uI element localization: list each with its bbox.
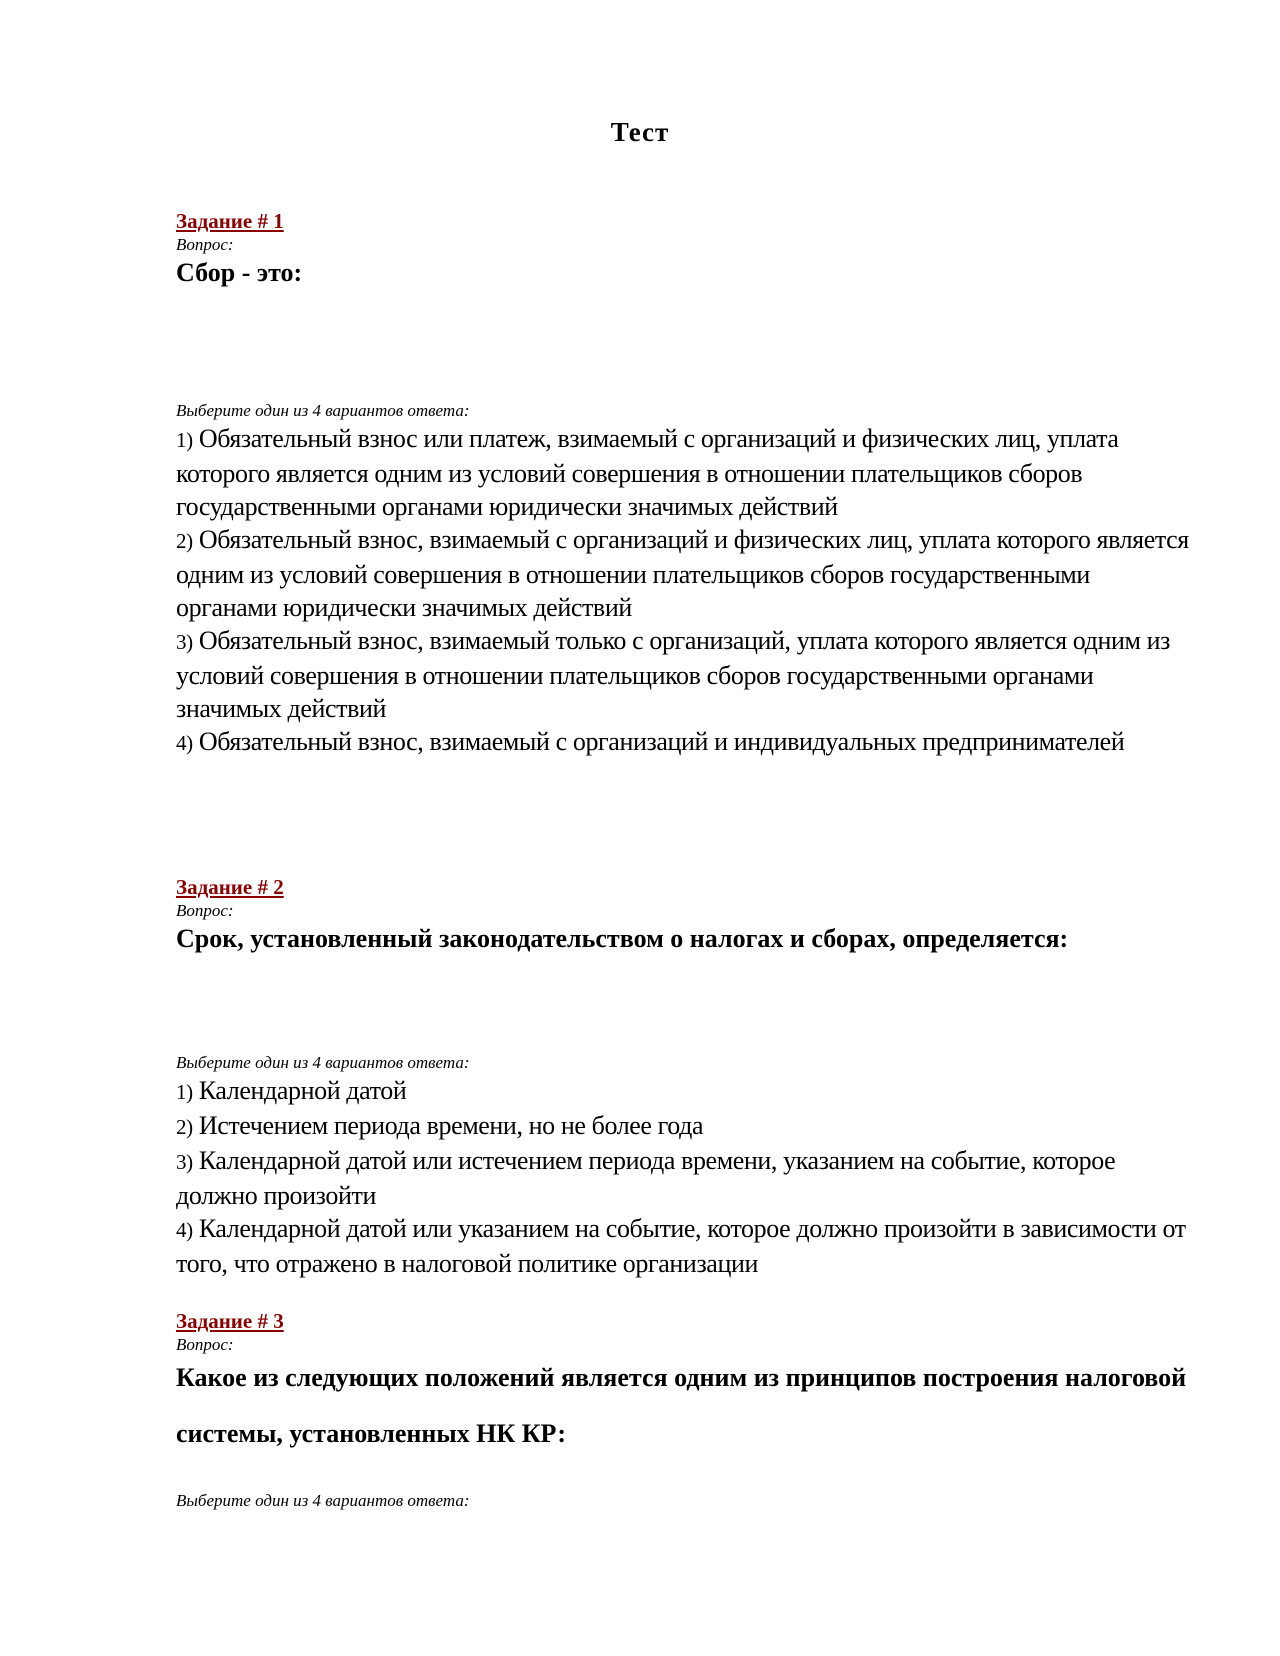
task-3 bbox=[176, 1308, 1196, 1512]
answer-number: 2) bbox=[176, 529, 193, 553]
answer-text: Календарной датой или истечением периода времени, указанием на событие, которое должно произойти bbox=[176, 1146, 1116, 1210]
answer-number: 3) bbox=[176, 1150, 193, 1174]
task-heading: Задание # 1 bbox=[176, 209, 284, 233]
answer-option-3 bbox=[176, 1144, 1196, 1212]
answer-option-1 bbox=[176, 422, 1196, 523]
answer-text: Обязательный взнос, взимаемый с организаций и индивидуальных предпринимателей bbox=[198, 727, 1125, 756]
answer-text: Календарной датой или указанием на событие, которое должно произойти в зависимости от того, что отражено в налоговой политике организации bbox=[176, 1214, 1186, 1278]
question-text: Какое из следующих положений является одним из принципов построения налоговой системы, установленных НК КР: bbox=[176, 1363, 1187, 1448]
question-text: Срок, установленный законодательством о налогах и сборах, определяется: bbox=[176, 924, 1069, 953]
answer-number: 4) bbox=[176, 731, 193, 755]
answer-text: Обязательный взнос, взимаемый только с организаций, уплата которого является одним из условий совершения в отношении плательщиков сборов государственными органами значимых действий bbox=[176, 626, 1171, 723]
answer-number: 1) bbox=[176, 1080, 193, 1104]
answer-number: 2) bbox=[176, 1115, 193, 1139]
answer-option-2 bbox=[176, 1109, 1196, 1144]
choose-label: Выберите один из 4 вариантов ответа: bbox=[176, 1053, 470, 1072]
answer-number: 3) bbox=[176, 630, 193, 654]
task-heading: Задание # 2 bbox=[176, 875, 284, 899]
answer-option-1 bbox=[176, 1074, 1196, 1109]
question-label: Вопрос: bbox=[176, 901, 234, 920]
answer-option-4 bbox=[176, 1212, 1196, 1280]
page-title: Тест bbox=[610, 117, 670, 147]
task-1 bbox=[176, 208, 1196, 760]
question-label: Вопрос: bbox=[176, 1335, 234, 1354]
answer-list bbox=[176, 422, 1196, 760]
answer-option-4 bbox=[176, 725, 1196, 760]
task-heading: Задание # 3 bbox=[176, 1309, 284, 1333]
answer-text: Календарной датой bbox=[198, 1076, 407, 1105]
answer-text: Обязательный взнос, взимаемый с организаций и физических лиц, уплата которого является одним из условий совершения в отношении плательщиков сборов государственными органами юридически значимых действий bbox=[176, 525, 1189, 622]
answer-text: Истечением периода времени, но не более года bbox=[198, 1111, 704, 1140]
answer-number: 1) bbox=[176, 428, 193, 452]
answer-option-3 bbox=[176, 624, 1196, 725]
answer-option-2 bbox=[176, 523, 1196, 624]
question-label: Вопрос: bbox=[176, 235, 234, 254]
answer-text: Обязательный взнос или платеж, взимаемый с организаций и физических лиц, уплата которого является одним из условий совершения в отношении плательщиков сборов государственными органами юридически значимых действий bbox=[176, 424, 1119, 521]
task-2 bbox=[176, 874, 1196, 1280]
choose-label: Выберите один из 4 вариантов ответа: bbox=[176, 401, 470, 420]
question-text: Сбор - это: bbox=[176, 258, 303, 287]
answer-list bbox=[176, 1074, 1196, 1280]
choose-label: Выберите один из 4 вариантов ответа: bbox=[176, 1491, 470, 1510]
answer-number: 4) bbox=[176, 1218, 193, 1242]
